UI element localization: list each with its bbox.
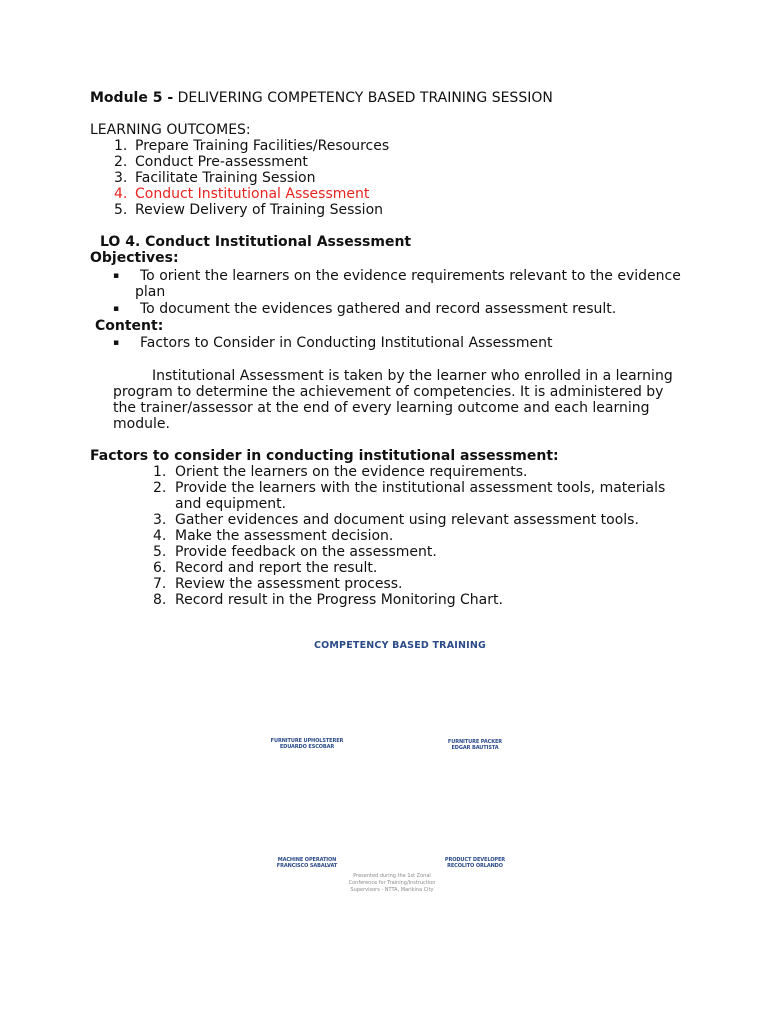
slide-footnote bbox=[322, 873, 462, 894]
module-name: DELIVERING COMPETENCY BASED TRAINING SESSION bbox=[177, 90, 553, 106]
outcome-item: Prepare Training Facilities/Resources bbox=[135, 138, 390, 154]
bullet-icon: ▪ bbox=[113, 271, 120, 281]
slide-label bbox=[420, 739, 530, 751]
outcome-number: 1. bbox=[114, 138, 128, 154]
slide-label-name: EDGAR BAUTISTA bbox=[451, 745, 499, 751]
bullet-icon: ▪ bbox=[113, 338, 120, 348]
slide-label bbox=[252, 857, 362, 869]
outcome-item: Review Delivery of Training Session bbox=[135, 202, 384, 218]
factor-number: 2. bbox=[153, 480, 167, 496]
slide-label bbox=[420, 857, 530, 869]
slide-label-role: FURNITURE UPHOLSTERER bbox=[270, 738, 344, 744]
slide-label-name: EDUARDO ESCOBAR bbox=[279, 744, 335, 750]
factor-number: 5. bbox=[153, 544, 167, 560]
factor-item: Gather evidences and document using relevant assessment tools. bbox=[175, 512, 639, 528]
factors-heading: Factors to consider in conducting institutional assessment: bbox=[90, 448, 559, 464]
content-label: Content: bbox=[95, 318, 164, 334]
paragraph-line: program to determine the achievement of competencies. It is administered by bbox=[113, 384, 664, 400]
factor-item: Make the assessment decision. bbox=[175, 528, 394, 544]
objective-item-continued: plan bbox=[135, 284, 166, 300]
factor-number: 4. bbox=[153, 528, 167, 544]
outcome-item: Conduct Pre-assessment bbox=[135, 154, 308, 170]
slide-label-role: MACHINE OPERATION bbox=[277, 857, 337, 863]
factor-item: Provide feedback on the assessment. bbox=[175, 544, 437, 560]
factor-item: Record result in the Progress Monitoring Chart. bbox=[175, 592, 503, 608]
outcomes-heading: LEARNING OUTCOMES: bbox=[90, 122, 251, 138]
factor-number: 3. bbox=[153, 512, 167, 528]
paragraph-line: Institutional Assessment is taken by the learner who enrolled in a learning bbox=[152, 368, 673, 384]
outcome-item: Facilitate Training Session bbox=[135, 170, 316, 186]
lo-heading: LO 4. Conduct Institutional Assessment bbox=[100, 234, 412, 250]
objectives-label: Objectives: bbox=[90, 250, 179, 266]
objective-item: To document the evidences gathered and record assessment result. bbox=[140, 301, 617, 317]
slide-label-name: RECOLITO ORLANDO bbox=[447, 863, 503, 869]
factor-item: Record and report the result. bbox=[175, 560, 378, 576]
outcome-number: 3. bbox=[114, 170, 128, 186]
content-item: Factors to Consider in Conducting Institutional Assessment bbox=[140, 335, 553, 351]
slide-label-role: FURNITURE PACKER bbox=[447, 739, 503, 745]
factor-number: 8. bbox=[153, 592, 167, 608]
factor-number: 7. bbox=[153, 576, 167, 592]
outcome-number: 5. bbox=[114, 202, 128, 218]
outcome-number-highlighted: 4. bbox=[114, 186, 128, 202]
factor-item: Orient the learners on the evidence requirements. bbox=[175, 464, 528, 480]
outcome-number: 2. bbox=[114, 154, 128, 170]
slide-title: COMPETENCY BASED TRAINING bbox=[313, 640, 487, 651]
footnote-line: Conference for Training/Instruction bbox=[348, 880, 436, 886]
objective-item: To orient the learners on the evidence requirements relevant to the evidence bbox=[140, 268, 681, 284]
factor-number: 6. bbox=[153, 560, 167, 576]
factor-item: Review the assessment process. bbox=[175, 576, 403, 592]
slide-label bbox=[252, 738, 362, 750]
slide-label-role: PRODUCT DEVELOPER bbox=[444, 857, 506, 863]
slide-label-name: FRANCISCO SABALVAT bbox=[276, 863, 338, 869]
paragraph-line: module. bbox=[113, 416, 170, 432]
factor-item: Provide the learners with the institutional assessment tools, materials bbox=[175, 480, 666, 496]
paragraph-line: the trainer/assessor at the end of every learning outcome and each learning bbox=[113, 400, 650, 416]
outcome-item-highlighted: Conduct Institutional Assessment bbox=[135, 186, 370, 202]
factor-number: 1. bbox=[153, 464, 167, 480]
footnote-line: Supervisors - NTTA, Marikina City bbox=[350, 887, 434, 893]
footnote-line: Presented during the 1st Zonal bbox=[353, 873, 431, 879]
factor-item-continued: and equipment. bbox=[175, 496, 287, 512]
module-label: Module 5 - bbox=[90, 90, 174, 106]
bullet-icon: ▪ bbox=[113, 304, 120, 314]
module-title bbox=[90, 90, 553, 106]
